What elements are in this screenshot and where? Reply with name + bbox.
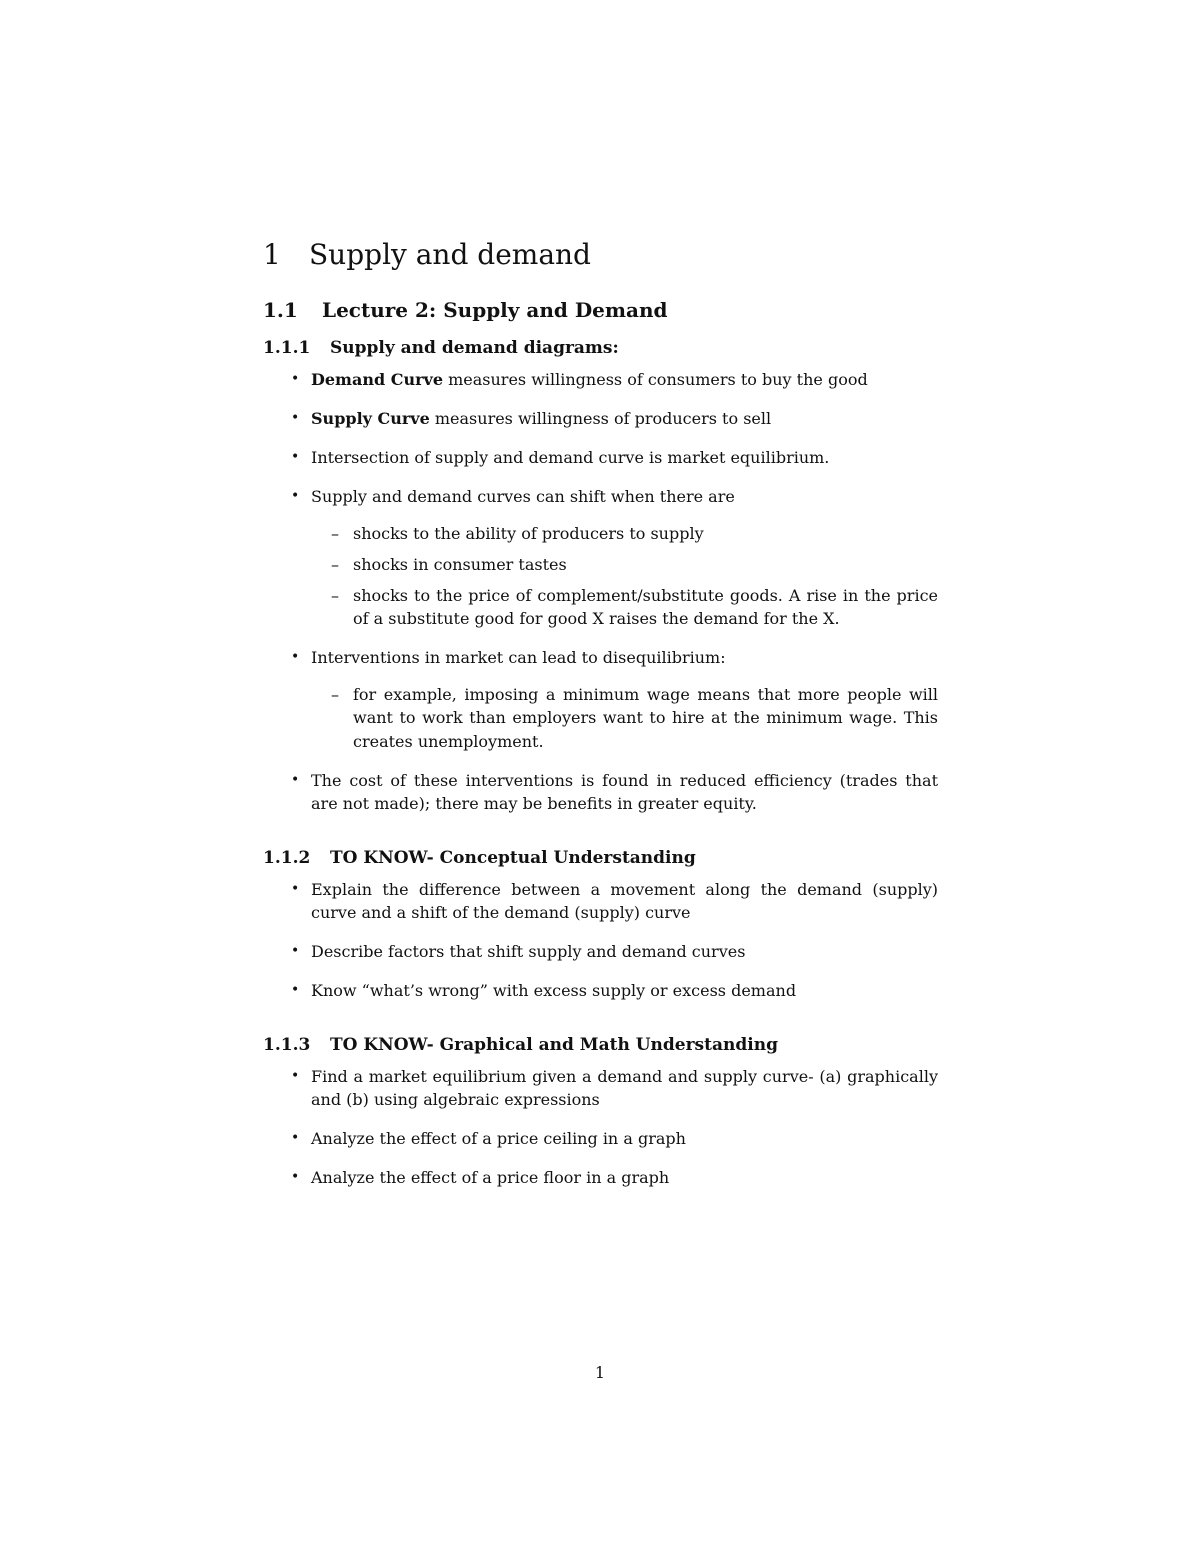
list-item [291, 878, 938, 925]
sub-list-item [331, 553, 938, 577]
sub-item-text: shocks to the ability of producers to supply [353, 523, 704, 543]
dash-icon: – [331, 554, 339, 574]
subsubsection-title: TO KNOW- Graphical and Math Understanding [330, 1034, 778, 1055]
bullet-icon: • [291, 1130, 300, 1146]
sub-list-item [331, 522, 938, 546]
item-text: Describe factors that shift supply and demand curves [311, 942, 746, 961]
subsubsection-heading-diagrams [263, 336, 938, 360]
list-item [291, 1127, 938, 1151]
list-item [291, 769, 938, 816]
list-item [291, 1065, 938, 1112]
diagrams-list [263, 368, 938, 816]
list-item [291, 979, 938, 1003]
sub-item-text: shocks in consumer tastes [353, 554, 567, 574]
subsection-number: 1.1 [263, 298, 298, 322]
term: Demand Curve [311, 370, 444, 389]
dash-icon: – [331, 684, 339, 704]
sub-list-item [331, 683, 938, 754]
bullet-icon: • [291, 880, 300, 897]
item-text: Find a market equilibrium given a demand and supply curve- (a) graphically and (b) using algebraic expressions [311, 1066, 938, 1109]
conceptual-list [263, 878, 938, 1003]
item-text: Explain the difference between a movement along the demand (supply) curve and a shift of the demand (supply) curve [311, 879, 938, 922]
dash-icon: – [331, 523, 339, 543]
item-text: measures willingness of consumers to buy the good [443, 370, 868, 389]
intervention-sublist [311, 683, 938, 754]
list-item [291, 485, 938, 631]
subsubsection-number: 1.1.3 [263, 1034, 311, 1055]
subsection-title: Lecture 2: Supply and Demand [322, 298, 668, 322]
item-text: Intersection of supply and demand curve is market equilibrium. [311, 448, 830, 467]
sub-item-text: for example, imposing a minimum wage means that more people will want to work than employers want to hire at the minimum wage. This creates unemployment. [353, 684, 938, 751]
list-item [291, 1166, 938, 1190]
subsubsection-title: Supply and demand diagrams: [330, 338, 619, 358]
item-text: Analyze the effect of a price ceiling in a graph [311, 1129, 686, 1148]
dash-icon: – [331, 585, 339, 605]
bullet-icon: • [291, 771, 300, 788]
item-text: measures willingness of producers to sell [429, 409, 772, 428]
bullet-icon: • [291, 1169, 300, 1185]
list-item [291, 940, 938, 964]
bullet-icon: • [291, 982, 300, 998]
bullet-icon: • [291, 449, 300, 465]
item-text: Supply and demand curves can shift when there are [311, 487, 735, 506]
term: Supply Curve [311, 409, 430, 428]
item-text: Interventions in market can lead to disequilibrium: [311, 648, 726, 667]
sub-list-item [331, 584, 938, 631]
item-text: The cost of these interventions is found in reduced efficiency (trades that are not made); there may be benefits in greater equity. [311, 770, 938, 813]
list-item [291, 446, 938, 470]
subsection-heading [263, 296, 938, 324]
section-number: 1 [263, 238, 281, 271]
bullet-icon: • [291, 410, 300, 426]
list-item [291, 368, 938, 392]
item-text: Know “what’s wrong” with excess supply or excess demand [311, 981, 797, 1000]
item-text: Analyze the effect of a price floor in a graph [311, 1168, 670, 1187]
list-item [291, 646, 938, 753]
subsubsection-heading-conceptual [263, 846, 938, 870]
bullet-icon: • [291, 1067, 300, 1084]
subsubsection-title: TO KNOW- Conceptual Understanding [330, 847, 696, 868]
page-number: 1 [594, 1363, 606, 1382]
section-title: Supply and demand [309, 238, 591, 271]
bullet-icon: • [291, 943, 300, 959]
shift-sublist [311, 522, 938, 631]
bullet-icon: • [291, 371, 300, 387]
page-content [263, 236, 938, 1205]
subsubsection-number: 1.1.2 [263, 847, 311, 868]
sub-item-text: shocks to the price of complement/substitute goods. A rise in the price of a substitute good for good X raises the demand for the X. [353, 585, 938, 628]
list-item [291, 407, 938, 431]
section-heading [263, 236, 938, 274]
graphical-list [263, 1065, 938, 1190]
subsubsection-heading-graphical [263, 1033, 938, 1057]
bullet-icon: • [291, 649, 300, 665]
subsubsection-number: 1.1.1 [263, 338, 311, 358]
bullet-icon: • [291, 488, 300, 504]
